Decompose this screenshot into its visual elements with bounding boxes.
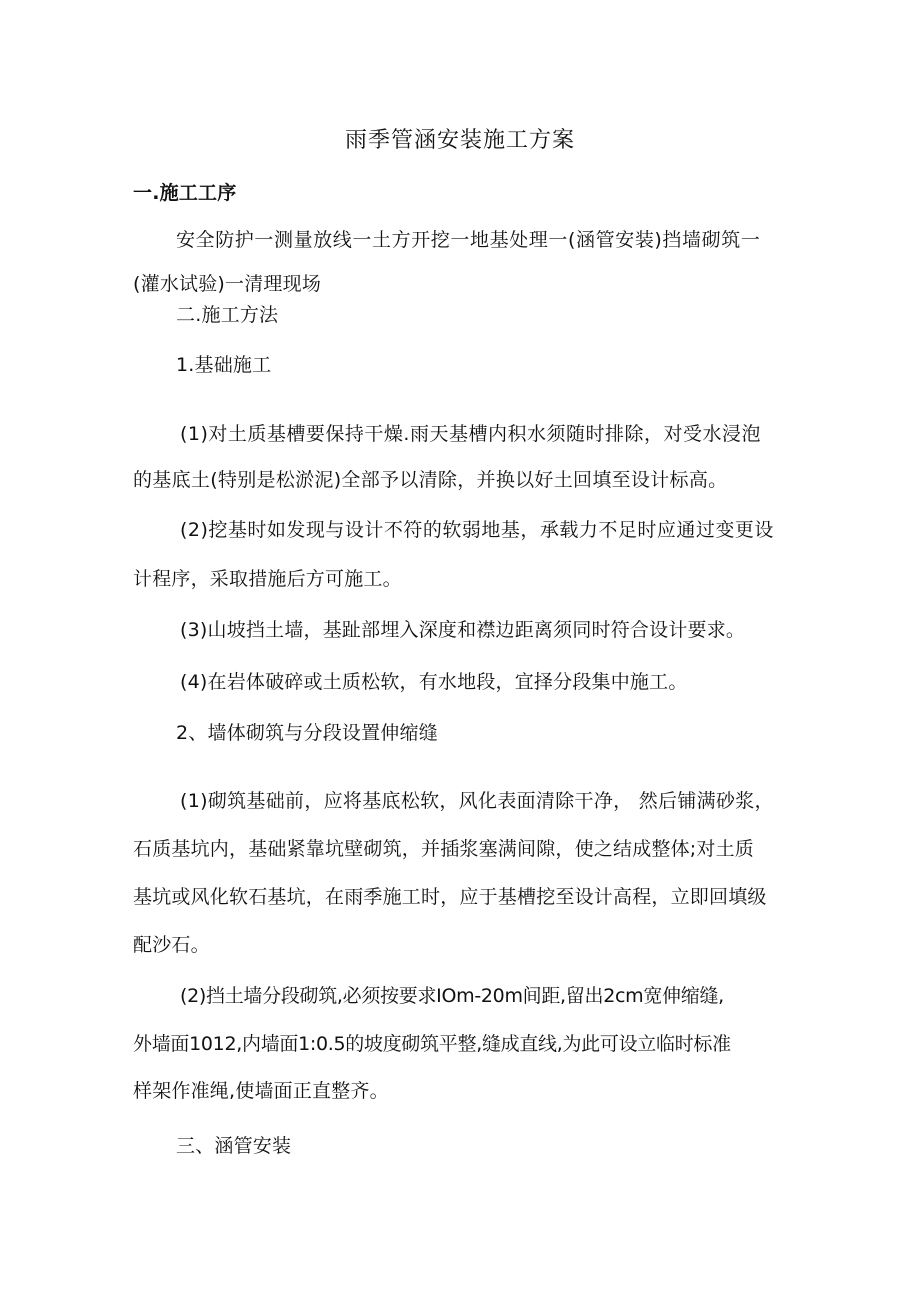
sub2-paragraph-1-line-1: (1)砌筑基础前，应将基底松软，风化表面清除干净， 然后铺满砂浆，	[180, 790, 774, 812]
section-3-heading: 三、涵管安装	[176, 1135, 292, 1157]
section-1-line-1: 安全防护一测量放线一土方开挖一地基处理一(涵管安装)挡墙砌筑一	[176, 229, 761, 251]
sub1-paragraph-3: (3)山坡挡土墙，基趾部埋入深度和襟边距离须同时符合设计要求。	[180, 619, 746, 641]
subsection-2-heading: 2、墙体砌筑与分段设置伸缩缝	[176, 722, 438, 744]
subsection-1-heading: 1.基础施工	[176, 354, 272, 376]
sub1-paragraph-1-line-2: 的基底土(特别是松淤泥)全部予以清除，并换以好土回填至设计标高。	[133, 469, 728, 491]
sub2-paragraph-2-line-1: (2)挡土墙分段砌筑,必须按要求IOm-20m间距,留出2cm宽伸缩缝,	[180, 985, 724, 1007]
sub2-paragraph-1-line-3: 基坑或风化软石基坑，在雨季施工时，应于基槽挖至设计高程，立即回填级	[133, 886, 767, 908]
sub2-paragraph-2-line-3: 样架作准绳,使墙面正直整齐。	[133, 1080, 389, 1102]
sub1-paragraph-4: (4)在岩体破碎或土质松软，有水地段，宜择分段集中施工。	[180, 671, 688, 693]
sub1-paragraph-2-line-1: (2)挖基时如发现与设计不符的软弱地基，承载力不足时应通过变更设	[180, 519, 774, 541]
sub1-paragraph-1-line-1: (1)对土质基槽要保持干燥.雨天基槽内积水须随时排除，对受水浸泡	[180, 423, 761, 445]
section-2-heading: 二.施工方法	[176, 304, 279, 326]
sub1-paragraph-2-line-2: 计程序，采取措施后方可施工。	[133, 568, 402, 590]
section-1-heading: 一.施工工序	[133, 182, 237, 204]
sub2-paragraph-1-line-4: 配沙石。	[133, 934, 210, 956]
sub2-paragraph-2-line-2: 外墙面1012,内墙面1:0.5的坡度砌筑平整,缝成直线,为此可设立临时标准	[133, 1033, 731, 1055]
sub2-paragraph-1-line-2: 石质基坑内，基础紧靠坑壁砌筑，并插浆塞满间隙，使之结成整体;对土质	[133, 838, 755, 860]
section-1-line-2: (灌水试验)一清理现场	[133, 273, 322, 295]
document-title: 雨季管涵安装施工方案	[344, 128, 575, 153]
